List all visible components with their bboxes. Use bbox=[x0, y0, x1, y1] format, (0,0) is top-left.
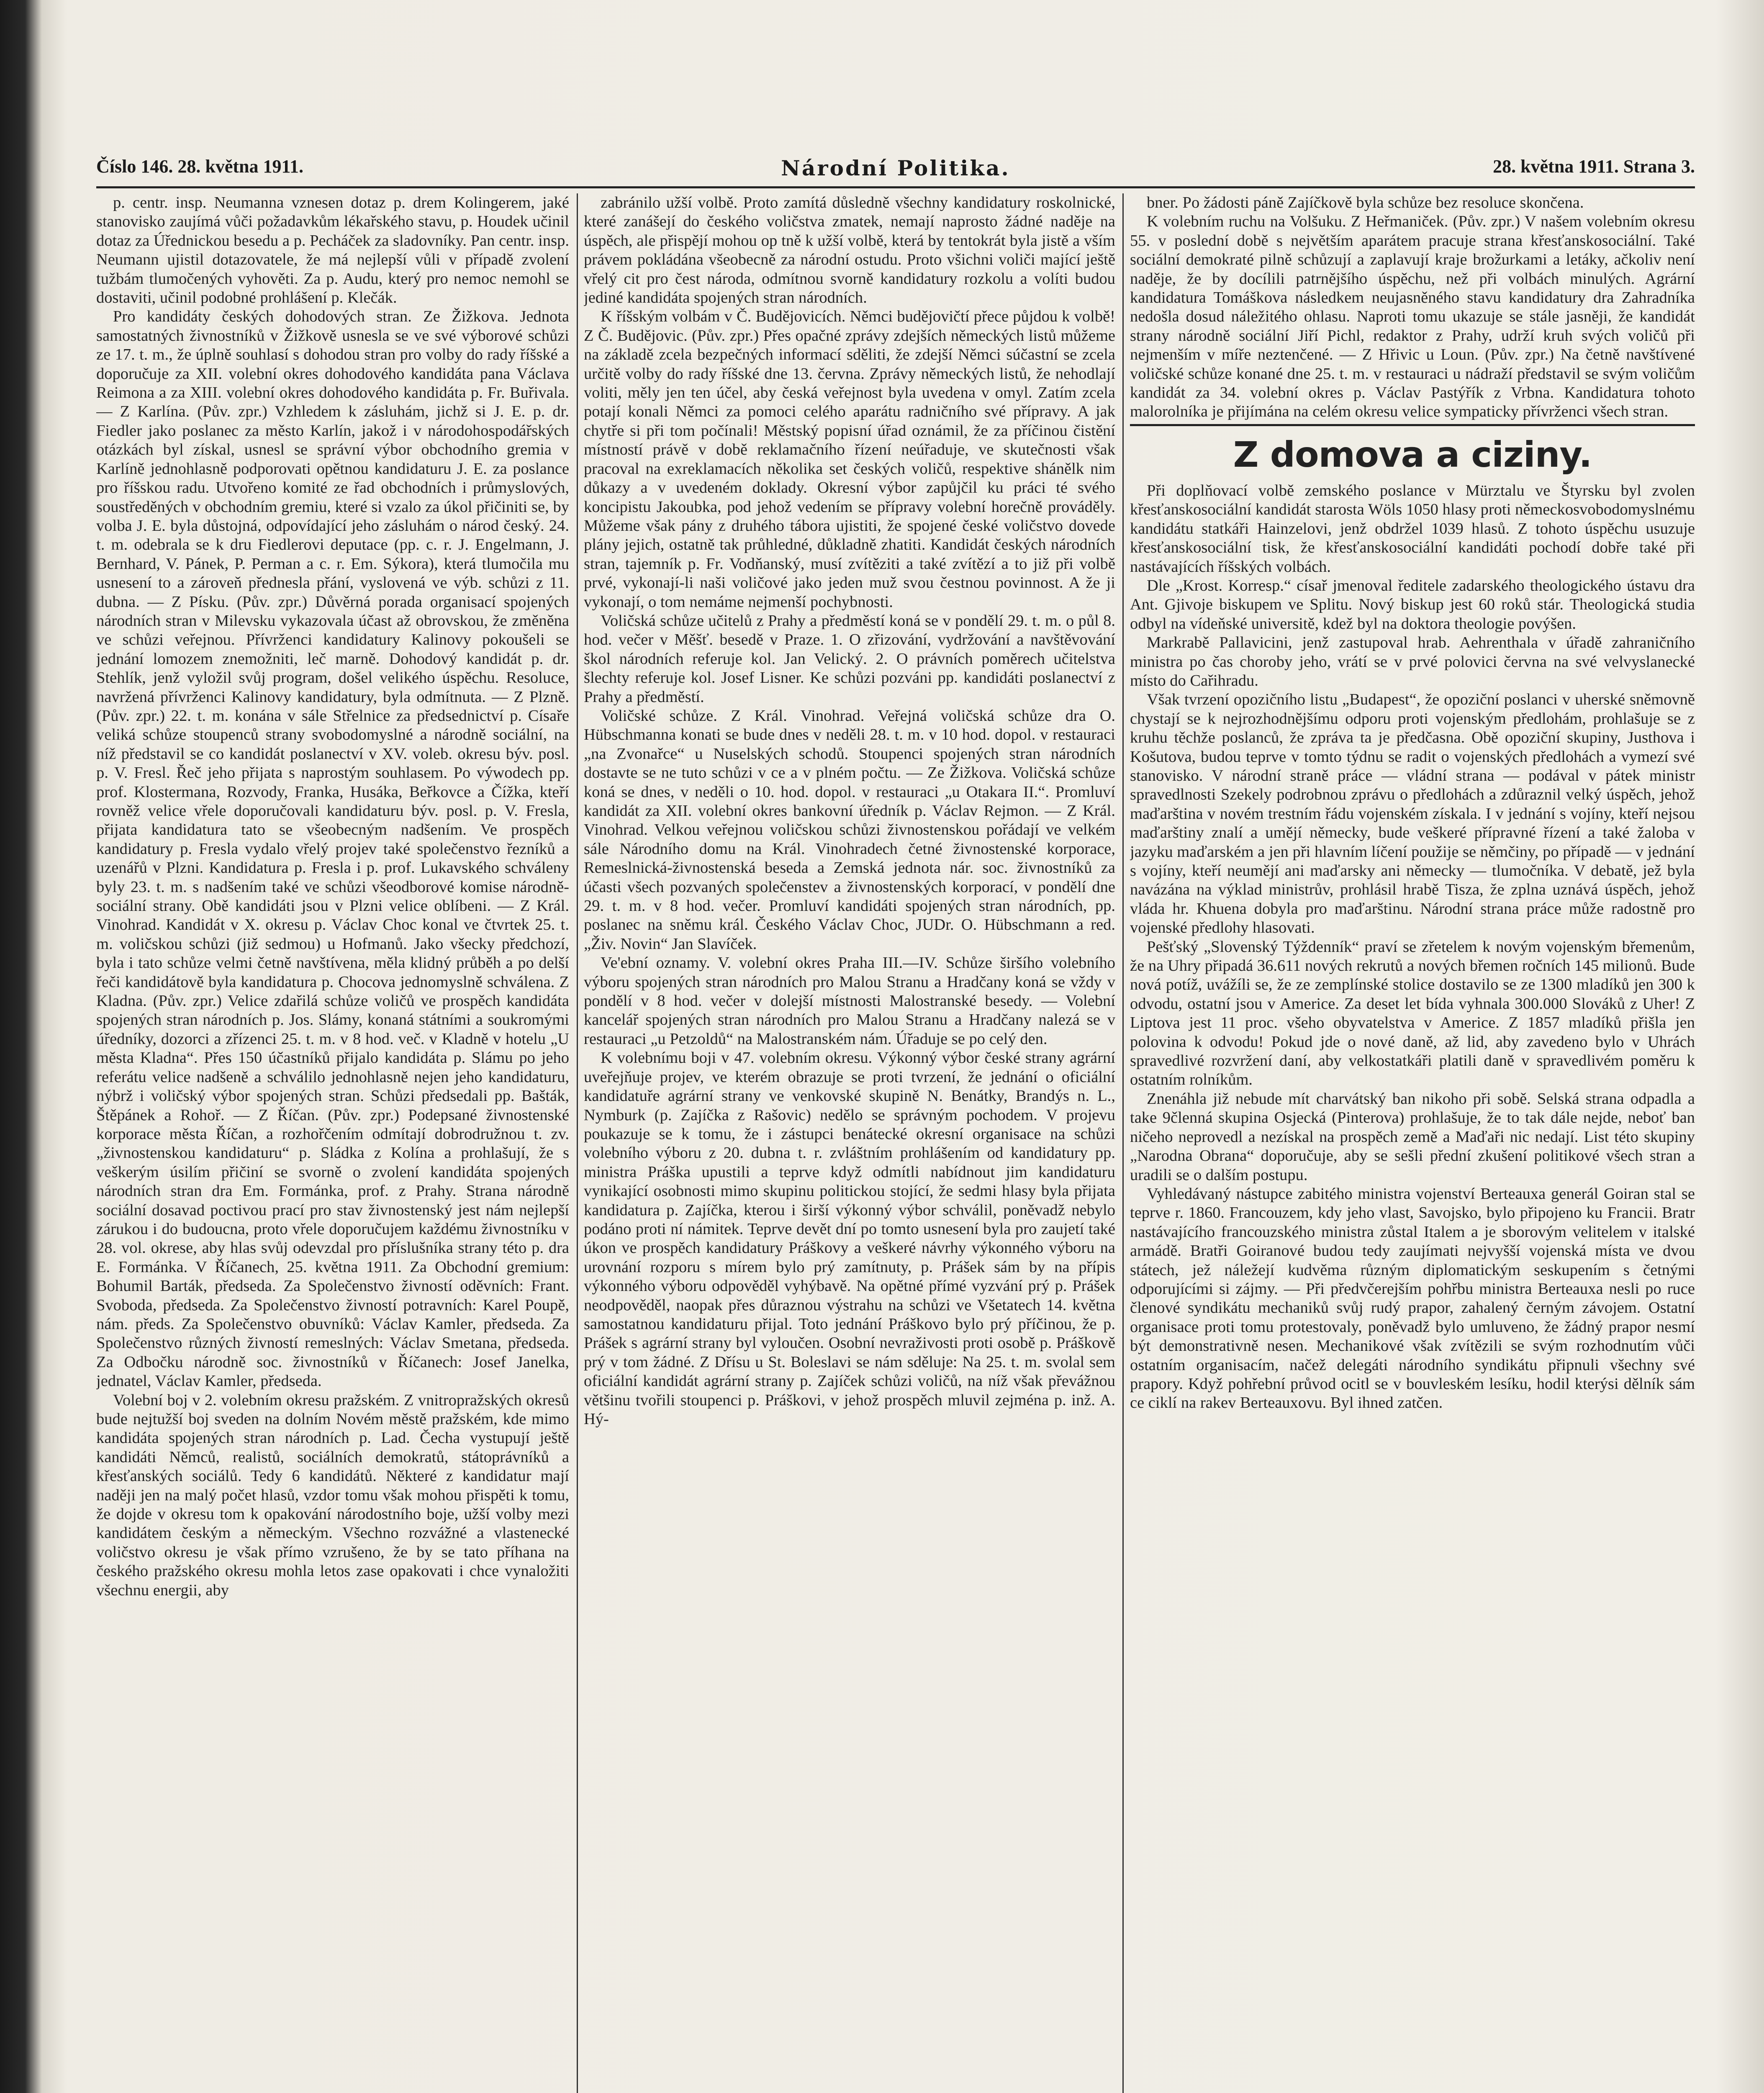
article-paragraph: Voličské schůze. Z Král. Vinohrad. Veřejná voličská schůze dra O. Hübschmanna konati se bude dnes v neděli 28. t. m. v 10 hod. dopol. v restauraci „na Zvonařce“ u Nuselských schodů. Stoupenci spojených stran národních dostavte se ne tuto schůzi v ce a v plném počtu. — Ze Žižkova. Voličská schůze koná se dnes, v neděli o 10. hod. dopol. v restauraci „u Otakara II.“. Promluví kandidát za XII. volební okres bankovní úředník p. Václav Rejmon. — Z Král. Vinohrad. Velkou veřejnou voličskou schůzi živnostenskou pořádají ve velkém sále Národního domu na Král. Vinohradech četné živnostenské korporace, Remeslnická-živnostenská beseda a Zemská jednota nár. soc. živnostníků za účasti všech pozvaných společenstev a živnostenských korporací, v pondělí dne 29. t. m. v 8 hod. večer. Promluví kandidáti spojených stran národních, pp. poslanec na sněmu král. Českého Václav Choc, JUDr. O. Hübschmann a red. „Živ. Novin“ Jan Slavíček. bbox=[584, 707, 1115, 953]
article-paragraph: Volební boj v 2. volebním okresu pražském. Z vnitropražských okresů bude nejtužší boj sveden na dolním Novém městě pražském, kde mimo kandidáta spojených stran národních p. Lad. Čecha vystupují ještě kandidáti Němců, realistů, sociálních demokratů, státoprávníků a křesťanských sociálů. Tedy 6 kandidátů. Některé z kandidatur mají naději jen na malý počet hlasů, vzdor tomu však mohou přispěti k tomu, že dojde v okresu tom k opakování národostního boje, užší volby mezi kandidátem českým a německým. Všechno rozvážné a vlastenecké voličstvo okresu je však přímo vzrušeno, že by se tato příhana na českého pražského okresu mohla letos zase opakovati i chce vynaložiti všechnu energii, aby bbox=[96, 1391, 569, 1599]
column-divider bbox=[577, 193, 578, 2093]
issue-number: Číslo 146. 28. května 1911. bbox=[96, 156, 304, 177]
article-paragraph: Markrabě Pallavicini, jenž zastupoval hrab. Aehrenthala v úřadě zahraničního ministra po čas choroby jeho, vrátí se v prvé polovici června na své velvyslanecké místo do Cařihradu. bbox=[1130, 634, 1695, 689]
column-2 bbox=[584, 193, 1115, 2093]
article-paragraph: Dle „Krost. Korresp.“ císař jmenoval ředitele zadarského theologického ústavu dra Ant. Gjivoje biskupem ve Splitu. Nový biskup jest 60 roků stár. Theologická studia odbyl na vídeňské universitě, kdež byl na doktora theologie povýšen. bbox=[1130, 576, 1695, 633]
article-paragraph: Ve'ební oznamy. V. volební okres Praha III.—IV. Schůze širšího volebního výboru spojených stran národních pro Malou Stranu a Hradčany koná se vždy v pondělí v 8 hod. večer v dolejší místnosti Malostranské besedy. — Volební kancelář spojených stran národních pro Malou Stranu a Hradčany nalezá se v restauraci „u Petzoldů“ na Malostranském nám. Úřaduje se po celý den. bbox=[584, 954, 1115, 1048]
article-paragraph: zabránilo užší volbě. Proto zamítá důsledně všechny kandidatury roskolnické, které zanášejí do českého voličstva zmatek, nemají naprosto žádné naděje na úspěch, ale přispějí mohou op tně k užší volbě, která by tentokrát byla jistě a vším právem pokládána všeobecně za národní ostudu. Proto všichni voliči mající ještě vřelý cit pro čest národa, odmítnou svorně kandidatury rozkolu a volíti budou jediné kandidáta spojených stran národních. bbox=[584, 194, 1115, 307]
page-header bbox=[96, 156, 1695, 185]
column-divider bbox=[1122, 193, 1124, 2093]
article-paragraph: Znenáhla již nebude mít charvátský ban nikoho při sobě. Selská strana odpadla a take 9členná skupina Osjecká (Pinterova) prohlašuje, že to tak dále nejde, neboť ban ničeho neprovedl a nezískal na prospěch země a Maďaři nic nedají. List této skupiny „Narodna Obrana“ doporučuje, aby se sešli přední zkušení politikové všech stran a uradili se o dalším postupu. bbox=[1130, 1090, 1695, 1184]
article-paragraph: Při doplňovací volbě zemského poslance v Mürztalu ve Štyrsku byl zvolen křesťanskosociální kandidát starosta Wöls 1050 hlasy proti německosvobodomyslnému kandidátu statkáři Hainzelovi, jenž obdržel 1039 hlasů. Z tohoto úspěchu usuzuje křesťanskosociální tisk, že křesťanskosociální kandidáti pochodí dobře také při nastávajících říšských volbách. bbox=[1130, 481, 1695, 576]
article-paragraph: Však tvrzení opozičního listu „Budapest“, že opoziční poslanci v uherské sněmovně chystají se k nejrozhodnějšímu odporu proti vojenským předlohám, prohlašuje se z kruhu těchže poslanců, že zpráva ta je předčasna. Obě opoziční skupiny, Justhova i Košutova, budou teprve v tomto týdnu se radit o vojenských předlohách a vymezí své stanovisko. V národní straně práce — vládní strana — podával v pátek ministr spravedlnosti Szekely podrobnou zprávu o předlohách a zdůraznil velký úspěch, jehož maďarština v novém trestním řádu vojenském získala. I v jednání s vojíny, kteří nejsou maďarštiny znalí a umějí německy, bude veškeré přípravné řízení a také žaloba v jazyku maďarském a jen při hlavním líčení použije se němčiny, po případě — v jednání s vojíny, kteří neumějí ani maďarsky ani německy — tlumočníka. V debatě, jež byla navázána na výklad ministrův, prohlásil hrabě Tisza, že zplna uznává úspěch, jehož vláda hr. Khuena dobyla pro maďarštinu. Národní strana práce může radostně pro vojenské předlohy hlasovati. bbox=[1130, 691, 1695, 937]
column-3 bbox=[1130, 193, 1695, 2093]
column-1 bbox=[96, 193, 569, 2093]
article-paragraph: bner. Po žádosti páně Zajíčkově byla schůze bez resoluce skončena. bbox=[1147, 194, 1584, 211]
header-rule bbox=[96, 186, 1695, 188]
date-and-page: 28. května 1911. Strana 3. bbox=[1493, 156, 1695, 177]
article-paragraph: Vyhledávaný nástupce zabitého ministra vojenství Berteauxa generál Goiran stal se teprve r. 1860. Francouzem, kdy jeho vlast, Savojsko, bylo připojeno ku Francii. Bratr nastávajícího francouzského ministra zůstal Italem a je sborovým velitelem v italské armádě. Bratři Goiranové budou tedy zaujímati nejvyšší vojenská místa ve dvou státech, jež náležejí kudvěma různým diplomatickým seskupením s četnými odporujícími si zájmy. — Při předvčerejším pohřbu ministra Berteauxa nesli po ruce členové syndikátu mechaniků svůj rudý prapor, zahalený černým závojem. Ostatní organisace proti tomu protestovaly, poněvadž bylo umluveno, že žádný prapor nesmí být demonstrativně nesen. Mechanikové však zvítězili se svým rozhodnutím vůči ostatním organisacím, načež delegáti národního syndikátu připnuli všechny své prapory. Když pohřební průvod ocitl se v bouvleském lesíku, hodil kterýsi dělník sám ce ciklí na rakev Berteauxovu. Byl ihned zatčen. bbox=[1130, 1185, 1695, 1412]
article-paragraph: Pro kandidáty českých dohodových stran. Ze Žižkova. Jednota samostatných živnostníků v Žižkově usnesla se ve své výborové schůzi ze 17. t. m., že úplně souhlasí s dohodou stran pro volby do rady říšské a doporučuje za XII. volební okres dohodového kandidáta pana Václava Reimona a za XIII. volební okres dohodového kandidáta p. Fr. Buřivala. — Z Karlína. (Pův. zpr.) Vzhledem k zásluhám, jichž si J. E. p. dr. Fiedler jako poslanec za město Karlín, jakož i v národohospodářských otázkách byl získal, usnesl se správní výbor obchodního gremia v Karlíně jednohlasně podporovati opětnou kandidaturu J. E. za poslance pro říšskou radu. Utvořeno komité ze řad obchodních i průmyslových, soustředěných v obchodním gremiu, které si vzalo za úkol přičiniti se, by volba J. E. byla důstojná, odpovídající jeho zásluhám o národ český. 24. t. m. odebrala se k dru Fiedlerovi deputace (pp. c. r. J. Engelmann, J. Bernhard, V. Pánek, P. Perman a c. r. Em. Sýkora), která tlumočila mu usnesení to a zároveň přednesla přání, vyslovená ve výb. schůzi z 11. dubna. — Z Písku. (Pův. zpr.) Důvěrná porada organisací spojených národních stran v Milevsku vykazovala účast až obrovskou, že změněna ve schůzi veřejnou. Přívrženci kandidatury Kalinovy pokoušeli se jednání lomozem znemožniti, leč marně. Dohodový kandidát p. dr. Stehlík, jenž vyložil svůj program, došel velikého úspěchu. Resoluce, navržená přívrženci Kalinovy kandidatury, byla odmítnuta. — Z Plzně. (Pův. zpr.) 22. t. m. konána v sále Střelnice za předsednictví p. Císaře veliká schůze stoupenců strany svobodomyslné a národně sociální, na níž představil se co kandidát poslanectví v XV. voleb. okresu býv. posl. p. V. Fresl. Řeč jeho přijata s naprostým souhlasem. Po výwodech pp. prof. Klostermana, Rozvody, Franka, Husáka, Beřkovce a Čížka, kteří rovněž velice vřele doporučovali kandidaturu býv. posl. p. V. Fresla, přijata kandidatura tato se všeobecným nadšením. Ve prospěch kandidatury p. Fresla vydalo vřelý projev také společenstvo řezníků a uzenářů v Plzni. Kandidatura p. Fresla i p. prof. Lukavského schváleny byly 23. t. m. s nadšením také ve schůzi všeodborové komise národně-sociální strany. Obě kandidáti jsou v Plzni velice oblíbeni. — Z Král. Vinohrad. Kandidát v X. okresu p. Václav Choc konal ve čtvrtek 25. t. m. voličskou schůzi (již sedmou) u Hofmanů. Jako všecky předchozí, byla i tato schůze velmi četně navštívena, měla klidný průběh a po delší řeči kandidátově byla kandidatura p. Chocova jednomyslně schválena. Z Kladna. (Pův. zpr.) Velice zdařilá schůze voličů ve prospěch kandidáta spojených stran národních p. Jos. Slámy, konaná státními a soukromými úředníky, dozorci a zřízenci 25. t. m. v 8 hod. več. v Kladně v hotelu „U města Kladna“. Přes 150 účastníků přijalo kandidáta p. Slámu po jeho referátu velice nadšeně a schválilo jednohlasně nejen jeho kandidaturu, nýbrž i voličský výbor spojených stran. Schůzi předsedali pp. Bašták, Štěpánek a Rohoř. — Z Říčan. (Pův. zpr.) Podepsané živnostenské korporace města Říčan, a rozhořčením odmítají dobrodružnou t. zv. „živnostenskou kandidaturu“ p. Sládka z Kolína a prohlašují, že s veškerým úsilím přičiní se svorně o zvolení kandidáta spojených národních stran dra Em. Formánka, prof. z Prahy. Strana národně sociální dosavad poctivou prací pro stav živnostenský jest nám nejlepší zárukou i do budoucna, proto vřele doporučujem každému živnostníku v 28. vol. okrese, aby hlas svůj odevzdal pro příslušníka strany této p. dra E. Formánka. V Říčanech, 25. května 1911. Za Obchodní gremium: Bohumil Barták, předseda. Za Společenstvo živností oděvních: Frant. Svoboda, předseda. Za Společenstvo živností potravních: Karel Poupě, nám. předs. Za Společenstvo obuvníků: Václav Kamler, předseda. Za Společenstvo různých živností remeslných: Václav Smetana, předseda. Za Odbočku národně soc. živnostníků v Říčanech: Josef Janelka, jednatel, Václav Kamler, předseda. bbox=[96, 308, 569, 1390]
article-paragraph: Voličská schůze učitelů z Prahy a předměstí koná se v pondělí 29. t. m. o půl 8. hod. večer v Měšť. besedě v Praze. 1. O zřizování, vydržování a navštěvování škol národních referuje kol. Jan Velický. 2. O právních poměrech učitelstva šlechty referuje kol. Josef Lisner. Ke schůzi pozváni pp. kandidáti poslanectví z Prahy a předměstí. bbox=[584, 612, 1115, 706]
article-paragraph: K volebním ruchu na Volšuku. Z Heřmaniček. (Pův. zpr.) V našem volebním okresu 55. v poslední době s největším aparátem pracuje strana křesťanskosociální. Také sociální demokraté pilně schůzují a zaplavují kraje brožurkami a letáky, ačkoliv není naděje, že by docílili patrnějšího úspěchu, než při volbách minulých. Agrární kandidatura Tomáškova následkem neujasněného stavu kandidatury dra Zahradníka nedošla dosud náležitého ohlasu. Naproti tomu ukazuje se stále jasněji, že kandidát strany národně sociální Jiří Pichl, redaktor z Prahy, udrží kruh svých voličů při nejmenším v míře neztenčené. — Z Hřivic u Loun. (Pův. zpr.) Na četně navštívené voličské schůze konané dne 25. t. m. v restauraci u nádraží představil se svým voličům kandidát za 34. volební okres p. Václav Pastýřík z Vrbna. Kandidatura tohoto malorolníka je přijímána na celém okresu velice sympaticky přívrženci všech stran. bbox=[1130, 213, 1695, 421]
newspaper-title: Národní Politika. bbox=[781, 156, 1010, 180]
section-divider bbox=[1130, 424, 1695, 476]
article-paragraph: K volebnímu boji v 47. volebním okresu. Výkonný výbor české strany agrární uveřejňuje projev, ve kterém obrazuje se proti tvrzení, že jednání o oficiální kandidatuře agrární strany ve venkovské skupině N. Benátky, Brandýs n. L., Nymburk (p. Zajíčka z Rašovic) nedělo se správným pochodem. V projevu poukazuje se k tomu, že i zástupci benátecké okresní organisace na schůzi volebního výboru z 20. dubna t. r. zvláštním prohlášením od kandidatury pp. ministra Práška upustili a teprve když odmítli nabídnout jim kandidaturu vynikající osobnosti mimo skupinu politickou stojící, že sedmi hlasy byla přijata kandidatura p. Zajíčka, kterou i širší výkonný výbor schválil, poněvadž nebylo podáno proti ní námitek. Teprve devět dní po tomto usnesení byla pro zaujetí také úkon ve prospěch kandidatury Práškovy a veškeré návrhy výkonného výboru na urovnání rozporu s mírem bylo prý zamítnuty, p. Prášek sám by na přípis výkonného výboru odpověděl vyhýbavě. Na opětné přímé vyzvání prý p. Prášek neodpověděl, naopak přes důraznou výstrahu na schůzi ve Všetatech 14. května samostatnou kandidaturu přijal. Toto jednání Práškovo bylo prý příčinou, že p. Prášek s agrární strany byl vyloučen. Osobní nevraživosti proti osobě p. Práškově prý v tom žádné. Z Dřísu u St. Boleslavi se nám sděluje: Na 25. t. m. svolal sem oficiální kandidát agrární strany p. Zajíček schůzi voličů, na níž však převážnou většinu tvořili stoupenci p. Práškovi, v jehož prospěch mluvil zejména p. inž. A. Hý- bbox=[584, 1049, 1115, 1428]
article-paragraph: p. centr. insp. Neumanna vznesen dotaz p. drem Kolingerem, jaké stanovisko zaujímá vůči požadavkům lékařského stavu, p. Houdek učinil dotaz za Úřednickou besedu a p. Pecháček za sladovníky. Pan centr. insp. Neumann ujistil dotazovatele, že má nejlepší vůli v případě zvolení tužbám tlumočených vyhověti. Za p. Audu, který pro nemoc nemohl se dostaviti, učinil podobné prohlášení p. Klečák. bbox=[96, 194, 569, 307]
article-paragraph: K říšským volbám v Č. Budějovicích. Němci budějovičtí přece půjdou k volbě! Z Č. Budějovic. (Pův. zpr.) Přes opačné zprávy zdejších německých listů můžeme na základě zcela bezpečných informací sděliti, že zdejší Němci súčastní se zcela určitě volby do rady říšské dne 13. června. Zprávy německých listů, že nehodlají voliti, měly jen ten účel, aby česká veřejnost byla uvedena v omyl. Zatím zcela potají konali Němci za pomoci celého aparátu radničního své přípravy. A jak chytře si při tom počínali! Městský popisní úřad oznámil, že za příčinou čistění místností právě v době reklamačního řízení neúřaduje, ve skutečnosti však pracoval na exreklamacích několika set českých voličů, respektive shánělk nim důkazy a v uvedeném doklady. Okresní výbor zapůjčil ku práci té svého koncipistu Jakoubka, pod jehož vedením se přípravy volební horečně prováděly. Můžeme však pány z druhého tábora ujistiti, že spojené české voličstvo dovede plány jejich, ostatně tak průhledné, důkladně zhatiti. Kandidát českých národních stran, tajemník p. Fr. Vodňanský, musí zvítěziti a také zvítězí a to již při volbě prvé, vykonají-li naši voličové jako jeden muž svou čestnou povinnost. A že ji vykonají, o tom nemáme nejmenší pochybnosti. bbox=[584, 308, 1115, 611]
section-heading: Z domova a ciziny. bbox=[1233, 434, 1592, 475]
article-paragraph: Pešťský „Slovenský Týždenník“ praví se zřetelem k novým vojenským břemenům, že na Uhry připadá 36.611 nových rekrutů a nových břemen ročních 145 milionů. Bude nová potíž, uvážíli se, že ze zemplínské stolice dostavilo se ze 1300 mladíků jen 300 k odvodu, ostatní jsou v Americe. Za deset let bída vyhnala 300.000 Slováků z Uher! Z Liptova jest 11 proc. všeho obyvatelstva v Americe. Z 1857 mladíků přišla jen polovina k odvodu! Pokud jde o nové daně, až lid, aby zavedeno bylo v Uhrách spravedlivé rozvržení daní, aby velkostatkáři platili daně v spravedlivém poměru k ostatním rolníkům. bbox=[1130, 938, 1695, 1089]
